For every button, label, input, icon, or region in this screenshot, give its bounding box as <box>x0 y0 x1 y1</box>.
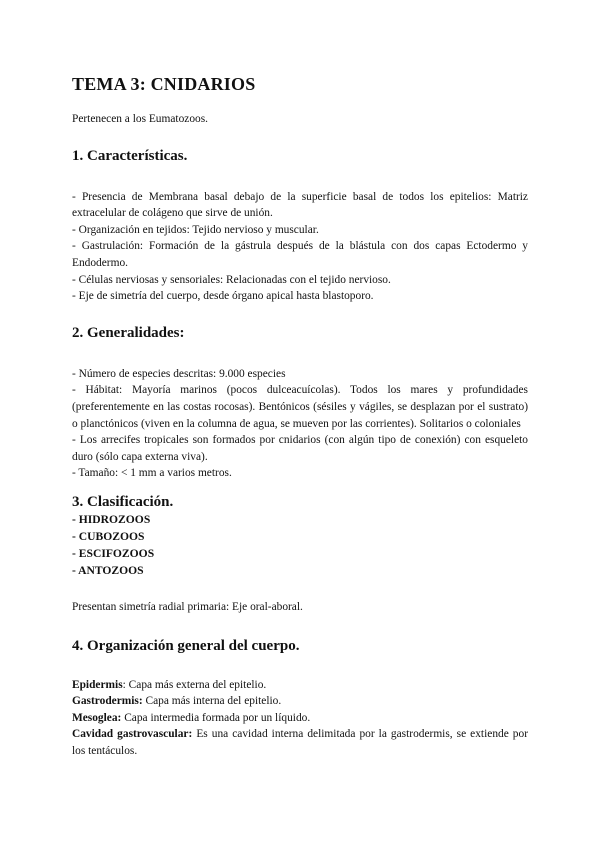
list-item: - Los arrecifes tropicales son formados por cnidarios (con algún tipo de conexión) con esqueleto duro (sólo capa externa viva). <box>72 434 528 463</box>
classification-item: - ANTOZOOS <box>72 563 144 577</box>
definition-item <box>72 726 528 759</box>
section-organizacion-body <box>72 677 528 760</box>
section-generalidades-body <box>72 366 528 482</box>
list-item: - Eje de simetría del cuerpo, desde órgano apical hasta blastoporo. <box>72 290 374 303</box>
definition-item <box>72 693 528 710</box>
definition-text: Capa más interna del epitelio. <box>142 695 282 708</box>
list-item: - Número de especies descritas: 9.000 especies <box>72 367 286 380</box>
section-heading-caracteristicas: 1. Características. <box>72 147 188 164</box>
list-item: - Hábitat: Mayoría marinos (pocos dulceacuícolas). Todos los mares y profundidades (preferentemente en las costas rocosas). Bentónicos (sésiles y vágiles, se desplazan por el sustrato) o planctónicos (viven en la columna de agua, se mueven por las corrientes). Solitarios o coloniales <box>72 384 528 430</box>
definition-separator: : <box>122 678 126 691</box>
list-item: - Tamaño: < 1 mm a varios metros. <box>72 467 232 480</box>
definition-text: Capa más externa del epitelio. <box>125 678 267 691</box>
definition-term: Gastrodermis: <box>72 695 143 708</box>
classification-item: - HIDROZOOS <box>72 512 151 526</box>
classification-item: - ESCIFOZOOS <box>72 546 155 560</box>
classification-item: - CUBOZOOS <box>72 529 145 543</box>
list-item: - Gastrulación: Formación de la gástrula después de la blástula con dos capas Ectodermo y Endodermo. <box>72 240 528 269</box>
list-item: - Organización en tejidos: Tejido nervioso y muscular. <box>72 223 319 236</box>
section-heading-organizacion: 4. Organización general del cuerpo. <box>72 637 300 654</box>
classification-list <box>72 511 528 579</box>
symmetry-note: Presentan simetría radial primaria: Eje oral-aboral. <box>72 600 303 613</box>
list-item: - Células nerviosas y sensoriales: Relacionadas con el tejido nervioso. <box>72 273 391 286</box>
list-item: - Presencia de Membrana basal debajo de la superficie basal de todos los epitelios: Matriz extracelular de colágeno que sirve de unión. <box>72 190 528 220</box>
intro-text: Pertenecen a los Eumatozoos. <box>72 113 209 125</box>
page-title: TEMA 3: CNIDARIOS <box>72 74 256 94</box>
definition-text: Capa intermedia formada por un líquido. <box>121 711 311 724</box>
section-heading-clasificacion: 3. Clasificación. <box>72 493 174 510</box>
definition-term: Mesoglea: <box>72 711 122 724</box>
section-heading-generalidades: 2. Generalidades: <box>72 324 185 341</box>
definition-item <box>72 677 528 694</box>
definition-term: Epidermis <box>72 678 123 691</box>
definition-term: Cavidad gastrovascular: <box>72 728 193 741</box>
section-caracteristicas-body <box>72 189 528 305</box>
definition-text: Es una cavidad interna delimitada por la gastrodermis, se extiende por los tentáculos. <box>72 728 528 757</box>
definition-item <box>72 710 528 727</box>
